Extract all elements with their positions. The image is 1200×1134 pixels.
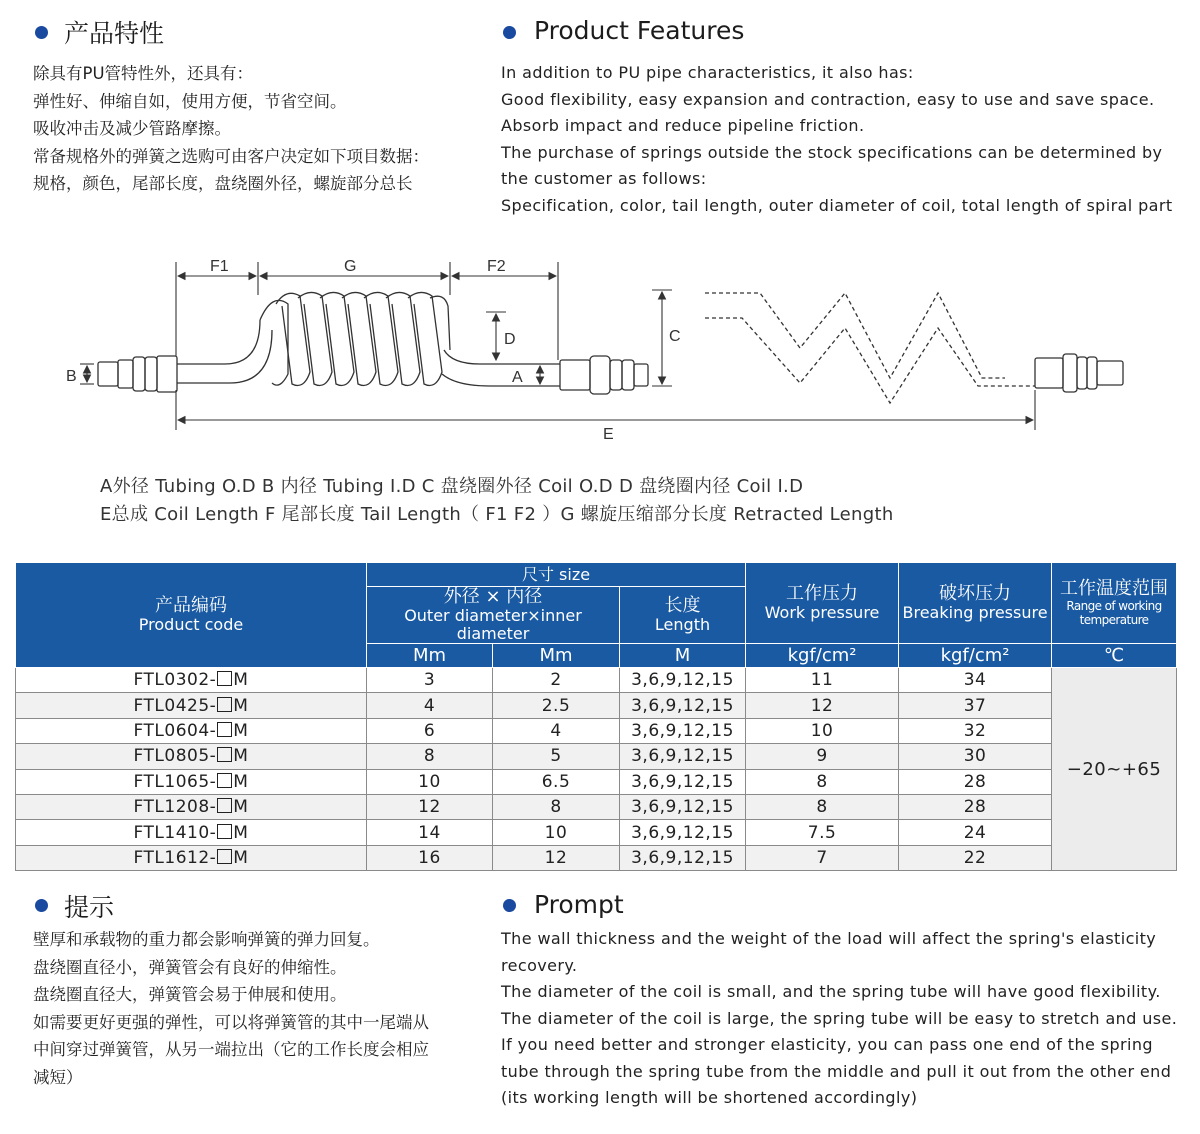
cell-outer: 4 <box>367 693 493 718</box>
th-unit-inner: Mm <box>493 644 620 668</box>
text-line: The purchase of springs outside the stock specifications can be determined by <box>501 142 1163 162</box>
cell-code: FTL1612- M <box>16 845 367 870</box>
spring-tube-diagram <box>60 240 1140 450</box>
cell-code: FTL1410- M <box>16 820 367 845</box>
th-temperature <box>1052 563 1177 644</box>
table-row <box>16 820 1177 845</box>
th-diam-en: Outer diameter×inner diameter <box>404 606 582 643</box>
text-line: the customer as follows: <box>501 169 707 188</box>
label-b: B <box>66 368 77 385</box>
text-line: 常备规格外的弹簧之选购可由客户决定如下项目数据： <box>33 146 429 166</box>
text-line: 弹性好、伸缩自如，使用方便，节省空间。 <box>33 91 347 111</box>
text-line: 吸收冲击及减少管路摩擦。 <box>33 119 231 138</box>
cell-length: 3,6,9,12,15 <box>620 668 746 693</box>
end-fitting <box>1097 361 1123 385</box>
end-fitting <box>1077 357 1087 389</box>
th-code-en: Product code <box>138 615 244 634</box>
label-a: A <box>512 369 523 386</box>
text-line: 如需要更好更强的弹性，可以将弹簧管的其中一尾端从 <box>33 1012 429 1032</box>
left-fitting <box>145 357 157 391</box>
th-size: 尺寸 size <box>367 563 746 587</box>
table-row <box>16 769 1177 794</box>
th-work-pressure <box>746 563 899 644</box>
cell-break: 37 <box>899 693 1052 718</box>
cell-length: 3,6,9,12,15 <box>620 718 746 743</box>
cell-inner: 5 <box>493 744 620 769</box>
cell-inner: 10 <box>493 820 620 845</box>
th-product-code <box>16 563 367 668</box>
end-fitting <box>1087 357 1097 389</box>
text-line: 壁厚和承载物的重力都会影响弹簧的弹力回复。 <box>33 930 380 949</box>
th-break-en: Breaking pressure <box>902 603 1048 622</box>
cell-work: 8 <box>746 794 899 819</box>
bullet-icon <box>35 899 48 912</box>
text-line: 盘绕圈直径大，弹簧管会易于伸展和使用。 <box>33 985 347 1004</box>
cell-code: FTL0805- M <box>16 744 367 769</box>
th-work-en: Work pressure <box>764 603 880 622</box>
label-g: G <box>344 258 357 275</box>
cell-code: FTL0302- M <box>16 668 367 693</box>
cell-work: 9 <box>746 744 899 769</box>
th-temp-cn: 工作温度范围 <box>1060 578 1169 599</box>
label-f1: F1 <box>210 258 229 275</box>
features-en-text <box>501 60 1173 219</box>
table-row <box>16 794 1177 819</box>
text-line: 中间穿过弹簧管，从另一端拉出（它的工作长度会相应 <box>33 1040 429 1059</box>
cell-length: 3,6,9,12,15 <box>620 820 746 845</box>
end-fitting <box>1063 354 1077 392</box>
prompt-en-text <box>501 926 1177 1112</box>
cell-break: 28 <box>899 794 1052 819</box>
table-row <box>16 693 1177 718</box>
table-row <box>16 718 1177 743</box>
cell-inner: 2 <box>493 668 620 693</box>
text-line: (its working length will be shortened accordingly) <box>501 1088 918 1107</box>
th-break-cn: 破坏压力 <box>939 583 1012 604</box>
bullet-icon <box>35 26 48 39</box>
text-line: In addition to PU pipe characteristics, it also has: <box>501 63 914 82</box>
cell-inner: 8 <box>493 794 620 819</box>
cell-outer: 12 <box>367 794 493 819</box>
prompt-cn-heading: 提示 <box>64 893 115 922</box>
bullet-icon <box>503 26 516 39</box>
text-line: 规格，颜色，尾部长度，盘绕圈外径，螺旋部分总长 <box>33 174 413 193</box>
label-e: E <box>603 426 614 443</box>
left-fitting <box>118 360 133 388</box>
label-c: C <box>669 328 681 345</box>
th-length-en: Length <box>654 615 711 634</box>
table-row <box>16 668 1177 693</box>
cell-code: FTL0604- M <box>16 718 367 743</box>
left-tail-tube <box>177 320 260 364</box>
diagram-caption-2: E总成 Coil Length F 尾部长度 Tail Length（ F1 F2 ）G 螺旋压缩部分长度 Retracted Length <box>100 504 894 525</box>
cell-length: 3,6,9,12,15 <box>620 693 746 718</box>
th-diam-cn: 外径 × 内径 <box>443 586 543 607</box>
cell-inner: 2.5 <box>493 693 620 718</box>
text-line: Good flexibility, easy expansion and contraction, easy to use and save space. <box>501 89 1155 109</box>
cell-outer: 10 <box>367 769 493 794</box>
bullet-icon <box>503 899 516 912</box>
th-length <box>620 587 746 644</box>
cell-work: 12 <box>746 693 899 718</box>
diagram-caption-1: A外径 Tubing O.D B 内径 Tubing I.D C 盘绕圈外径 Coil O.D D 盘绕圈内径 Coil I.D <box>100 476 804 497</box>
spec-table <box>15 562 1177 871</box>
text-line: The diameter of the coil is large, the spring tube will be easy to stretch and use. <box>501 1008 1178 1028</box>
th-diameter <box>367 587 620 644</box>
table-row <box>16 845 1177 870</box>
cell-inner: 12 <box>493 845 620 870</box>
cell-outer: 3 <box>367 668 493 693</box>
text-line: recovery. <box>501 955 578 975</box>
prompt-cn-text <box>33 926 429 1091</box>
left-fitting <box>98 362 118 386</box>
cell-work: 11 <box>746 668 899 693</box>
cell-break: 24 <box>899 820 1052 845</box>
cell-outer: 14 <box>367 820 493 845</box>
cell-code: FTL1208- M <box>16 794 367 819</box>
th-work-cn: 工作压力 <box>786 583 859 604</box>
th-length-cn: 长度 <box>664 595 701 616</box>
right-fitting <box>590 356 610 394</box>
cell-outer: 8 <box>367 744 493 769</box>
cell-work: 10 <box>746 718 899 743</box>
text-line: 盘绕圈直径小，弹簧管会有良好的伸缩性。 <box>33 957 347 977</box>
label-d: D <box>504 331 516 348</box>
right-fitting <box>610 360 622 390</box>
cell-work: 7.5 <box>746 820 899 845</box>
cell-inner: 6.5 <box>493 769 620 794</box>
th-unit-outer: Mm <box>367 644 493 668</box>
features-cn-heading: 产品特性 <box>64 19 165 48</box>
cell-break: 28 <box>899 769 1052 794</box>
right-tail-tube <box>442 374 560 386</box>
th-unit-work: kgf/cm² <box>746 644 899 668</box>
cell-work: 8 <box>746 769 899 794</box>
th-unit-break: kgf/cm² <box>899 644 1052 668</box>
th-unit-temp: ℃ <box>1052 644 1177 668</box>
text-line: Specification, color, tail length, outer diameter of coil, total length of spiral part <box>501 195 1173 215</box>
cell-length: 3,6,9,12,15 <box>620 769 746 794</box>
text-line: 减短） <box>33 1067 83 1087</box>
left-fitting <box>133 357 145 391</box>
text-line: 除具有PU管特性外，还具有： <box>33 64 254 83</box>
cell-outer: 6 <box>367 718 493 743</box>
th-code-cn: 产品编码 <box>155 595 227 616</box>
cell-break: 22 <box>899 845 1052 870</box>
features-cn-text <box>33 60 429 198</box>
th-breaking-pressure <box>899 563 1052 644</box>
text-line: Absorb impact and reduce pipeline friction. <box>501 116 865 135</box>
right-fitting <box>560 360 590 390</box>
cell-temp-range: −20~+65 <box>1052 668 1177 871</box>
cell-break: 34 <box>899 668 1052 693</box>
cell-inner: 4 <box>493 718 620 743</box>
text-line: The diameter of the coil is small, and the spring tube will have good flexibility. <box>501 982 1161 1001</box>
left-fitting <box>157 356 177 392</box>
coil-group <box>260 292 450 385</box>
th-unit-length: M <box>620 644 746 668</box>
right-tail-tube <box>444 350 560 364</box>
cell-code: FTL0425- M <box>16 693 367 718</box>
cell-break: 30 <box>899 744 1052 769</box>
cell-break: 32 <box>899 718 1052 743</box>
text-line: The wall thickness and the weight of the load will affect the spring's elasticity <box>501 929 1157 948</box>
cell-code: FTL1065- M <box>16 769 367 794</box>
prompt-en-heading: Prompt <box>534 890 624 919</box>
cell-work: 7 <box>746 845 899 870</box>
cell-outer: 16 <box>367 845 493 870</box>
text-line: tube through the spring tube from the middle and pull it out from the other end <box>501 1061 1172 1081</box>
features-en-heading: Product Features <box>534 16 745 45</box>
label-f2: F2 <box>487 258 506 275</box>
table-row <box>16 744 1177 769</box>
cell-length: 3,6,9,12,15 <box>620 744 746 769</box>
right-fitting <box>634 364 648 386</box>
end-fitting <box>1035 358 1063 388</box>
th-temp-en: Range of working temperature <box>1066 599 1162 627</box>
extended-spring <box>705 293 1035 403</box>
cell-length: 3,6,9,12,15 <box>620 794 746 819</box>
right-fitting <box>622 360 634 390</box>
text-line: If you need better and stronger elasticity, you can pass one end of the spring <box>501 1035 1153 1054</box>
cell-length: 3,6,9,12,15 <box>620 845 746 870</box>
